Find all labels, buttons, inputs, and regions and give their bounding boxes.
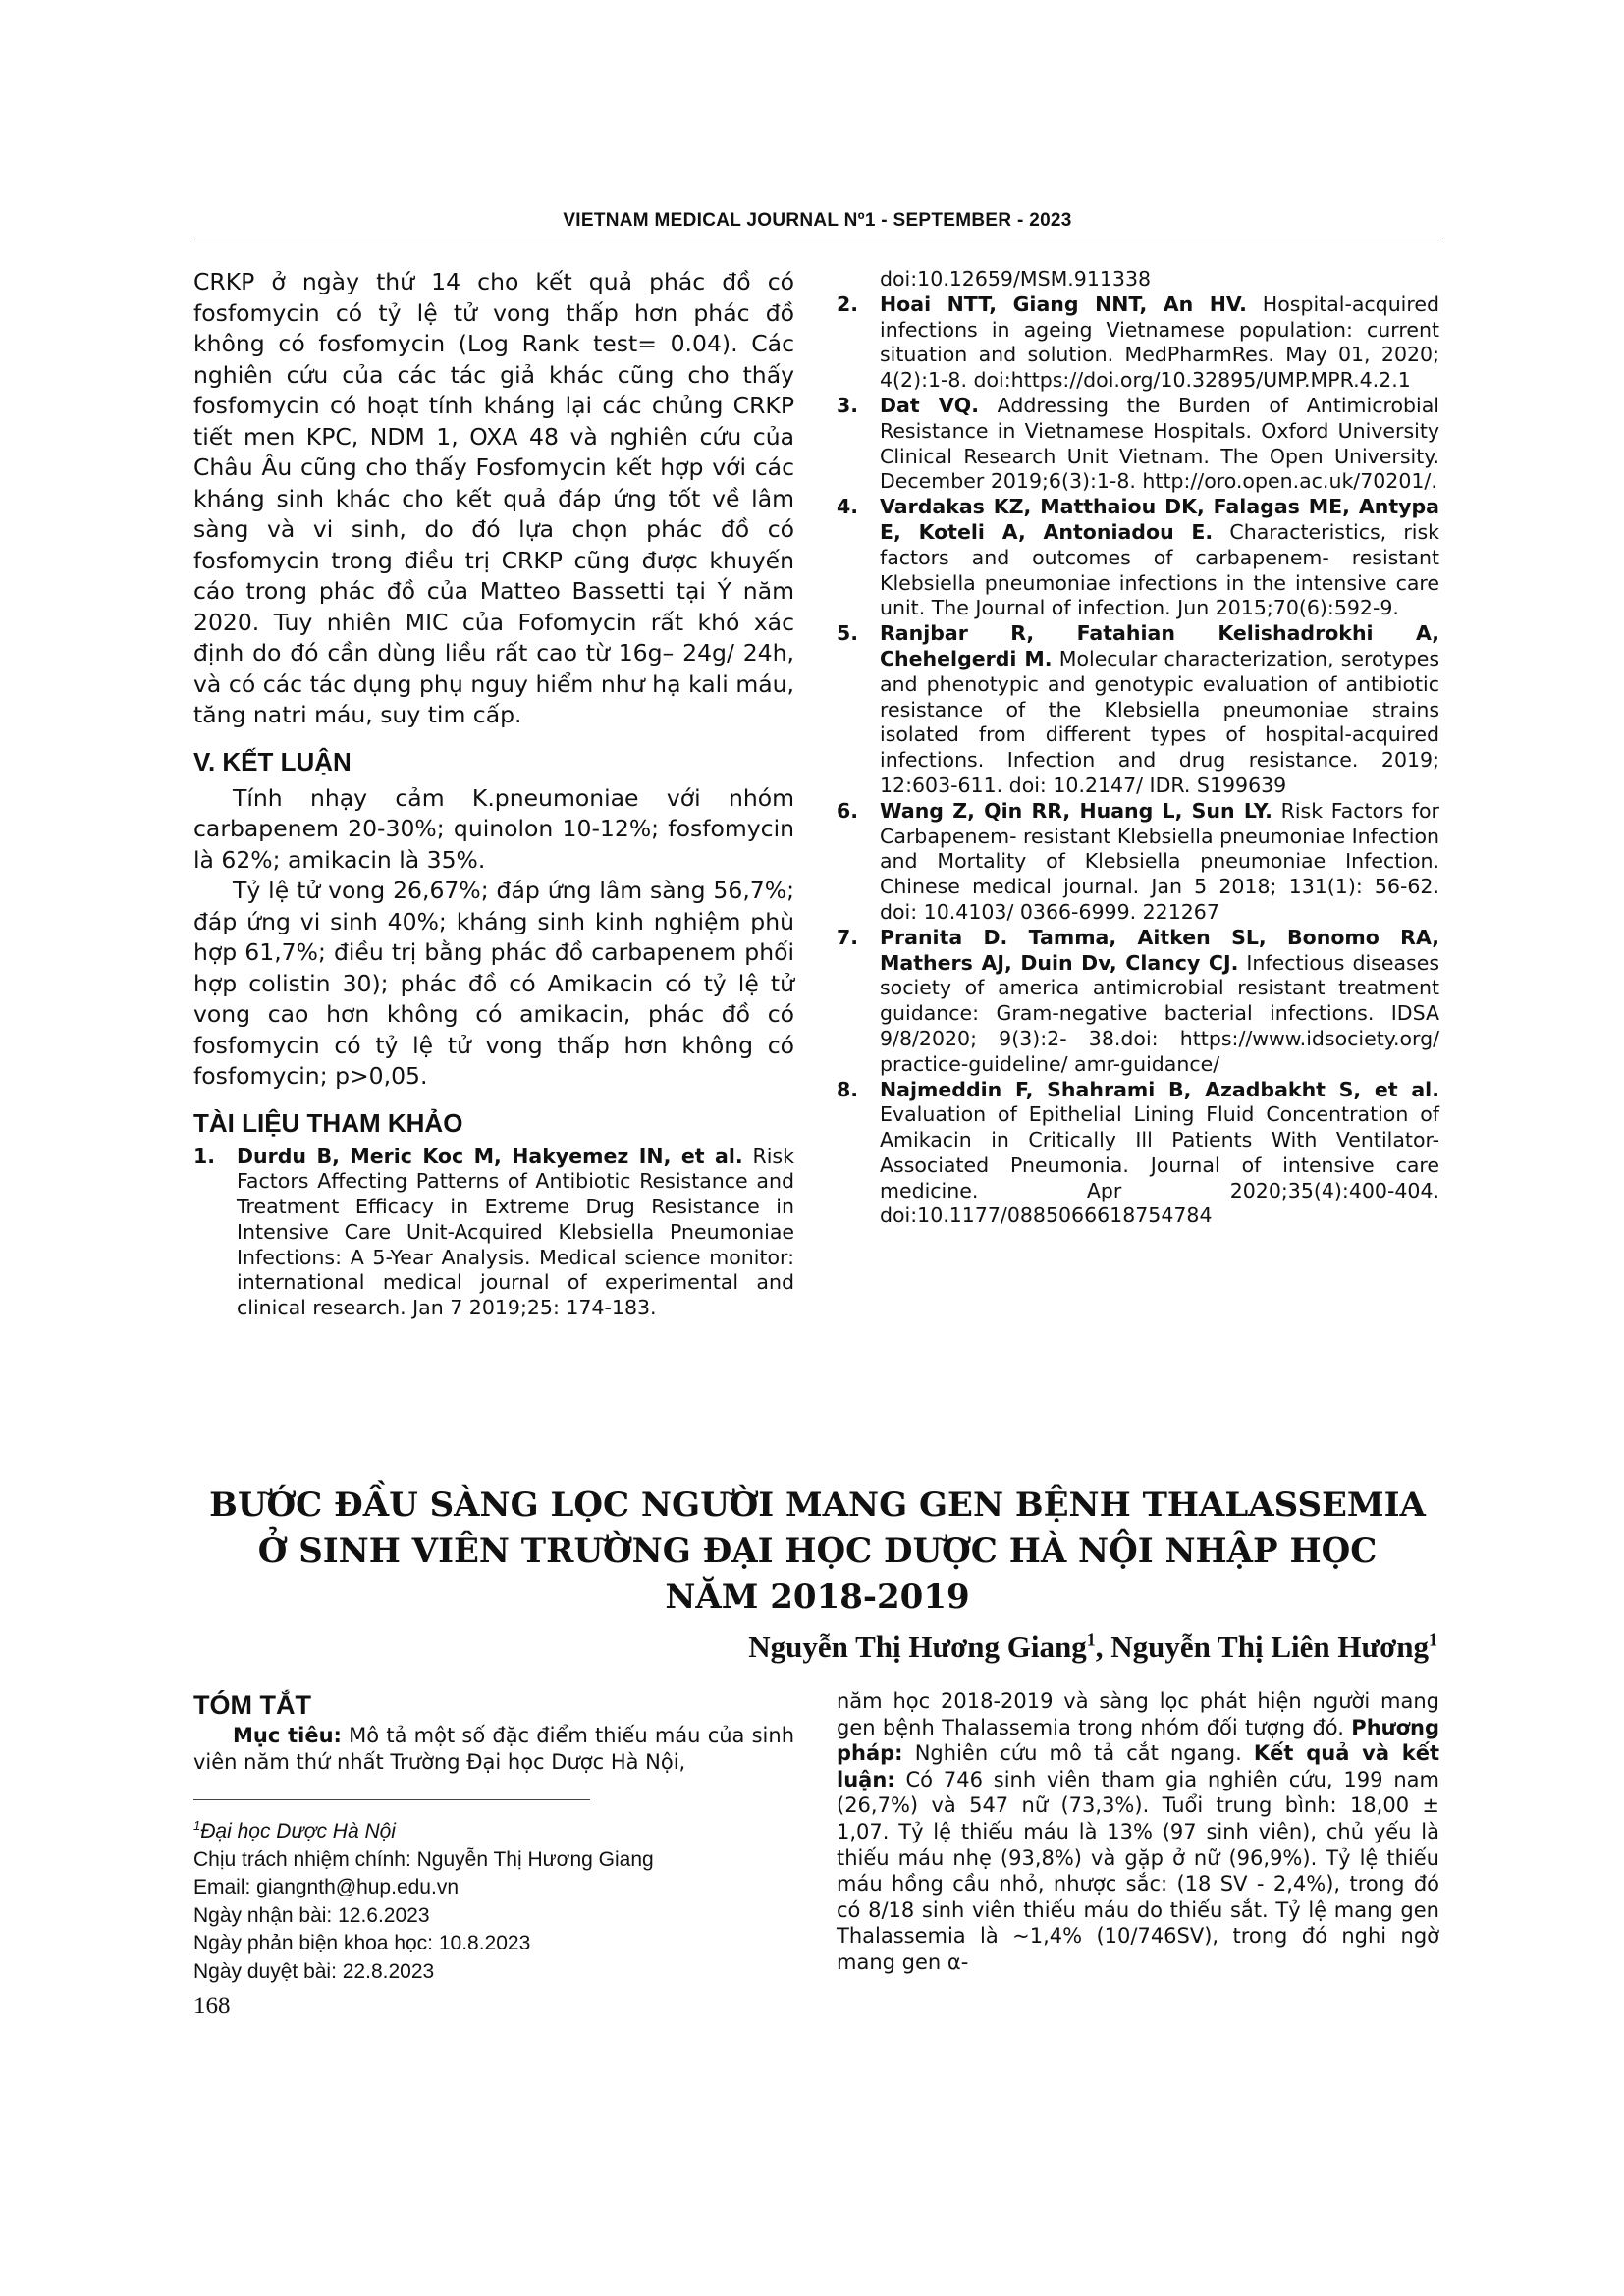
- conclusion-paragraph-1: Tính nhạy cảm K.pneumoniae với nhóm carbapenem 20-30%; quinolon 10-12%; fosfomycin là 62%; amikacin là 35%.: [193, 783, 794, 874]
- author-1-affiliation: 1: [1086, 1629, 1096, 1650]
- reference-item: [837, 926, 1439, 1078]
- affiliation: Đại học Dược Hà Nội: [200, 1820, 396, 1842]
- method-label: Phương pháp:: [837, 1715, 1439, 1766]
- affiliation-line: [193, 1812, 794, 1846]
- article-title-line-1: BƯỚC ĐẦU SÀNG LỌC NGƯỜI MANG GEN BỆNH THALASSEMIA: [209, 1485, 1426, 1524]
- reference-continuation: doi:10.12659/MSM.911338: [880, 267, 1152, 291]
- results-text: Có 746 sinh viên tham gia nghiên cứu, 199 nam (26,7%) và 547 nữ (73,3%). Tuổi trung bình: 18,00 ± 1,07. Tỷ lệ thiếu máu là 13% (97 sinh viên), chủ yếu là thiếu máu nhẹ (93,8%) và gặp ở nữ (96,9%). Tỷ lệ thiếu máu hồng cầu nhỏ, nhược sắc: (18 SV - 2,4%), trong đó có 8/18 sinh viên thiếu máu do thiếu sắt. Tỷ lệ mang gen Thalassemia là ~1,4% (10/746SV), trong đó nghi ngờ mang gen α-: [837, 1767, 1439, 1974]
- reference-authors: Durdu B, Meric Koc M, Hakyemez IN, et al.: [237, 1144, 743, 1168]
- left-column: [193, 267, 794, 1321]
- abstract-continuation: [837, 1688, 1439, 1976]
- reference-number: 6.: [837, 798, 859, 823]
- reference-body: [880, 621, 1439, 799]
- reference-text: Infectious diseases society of america antimicrobial resistant treatment guidance: Gram-negative bacterial infections. IDSA 9/8/2020; 9(3):2- 38.doi: https://www.idsociety.org/ practice-guideline/ amr-guidance/: [880, 950, 1439, 1076]
- conclusion-paragraph-2: Tỷ lệ tử vong 26,67%; đáp ứng lâm sàng 56,7%; đáp ứng vi sinh 40%; kháng sinh kinh nghiệm phù hợp 61,7%; điều trị bằng phác đồ carbapenem phối hợp colistin 30); phác đồ có Amikacin có tỷ lệ tử vong cao hơn không có amikacin, phác đồ có fosfomycin có tỷ lệ tử vong thấp hơn không có fosfomycin; p>0,05.: [193, 877, 794, 1090]
- reference-body: [880, 495, 1439, 621]
- footnote: [193, 1812, 794, 1986]
- reference-body: [880, 799, 1439, 926]
- reference-body: [880, 293, 1439, 394]
- reference-item: [837, 799, 1439, 926]
- reference-item: [193, 1145, 794, 1322]
- references-heading: TÀI LIỆU THAM KHẢO: [193, 1107, 463, 1138]
- reference-authors: Ranjbar R, Fatahian Kelishadrokhi A, Chehelgerdi M.: [880, 621, 1439, 670]
- abstract-cont-text: năm học 2018-2019 và sàng lọc phát hiện người mang gen bệnh Thalassemia trong nhóm đối tượng đó.: [837, 1689, 1439, 1739]
- reference-number: 5.: [837, 621, 859, 646]
- email-line: Email: giangnth@hup.edu.vn: [193, 1876, 459, 1898]
- received-date: Ngày nhận bài: 12.6.2023: [193, 1903, 430, 1927]
- results-label: Kết quả và kết luận:: [837, 1741, 1439, 1791]
- reference-body: [880, 926, 1439, 1078]
- article-authors: [748, 1629, 1437, 1665]
- footnote-rule: [193, 1799, 590, 1800]
- reference-body: [880, 394, 1439, 495]
- reference-item: [837, 621, 1439, 799]
- author-separator: ,: [1095, 1629, 1111, 1664]
- reference-text: Risk Factors Affecting Patterns of Antibiotic Resistance and Treatment Efficacy in Extreme Drug Resistance in Intensive Care Unit-Acquired Klebsiella Pneumoniae Infections: A 5-Year Analysis. Medical science monitor: international medical journal of experimental and clinical research. Jan 7 2019;25: 174-183.: [237, 1144, 794, 1320]
- reference-text: Risk Factors for Carbapenem- resistant Klebsiella pneumoniae Infection and Mortality of Klebsiella pneumoniae Infection. Chinese medical journal. Jan 5 2018; 131(1): 56-62. doi: 10.4103/ 0366-6999. 221267: [880, 798, 1439, 924]
- article-title-line-2: Ở SINH VIÊN TRƯỜNG ĐẠI HỌC DƯỢC HÀ NỘI NHẬP HỌC: [257, 1531, 1378, 1571]
- objective-label: Mục tiêu:: [233, 1724, 342, 1747]
- responsible-author: Chịu trách nhiệm chính: Nguyễn Thị Hương Giang: [193, 1847, 654, 1871]
- reference-authors: Dat VQ.: [880, 393, 980, 417]
- reference-text: Evaluation of Epithelial Lining Fluid Concentration of Amikacin in Critically Ill Patients With Ventilator-Associated Pneumonia. Journal of intensive care medicine. Apr 2020;35(4):400-404. doi:10.1177/0885066618754784: [880, 1102, 1439, 1228]
- reference-list-left: [193, 1145, 794, 1322]
- review-date: Ngày phản biện khoa học: 10.8.2023: [193, 1932, 531, 1954]
- reference-number: 7.: [837, 925, 859, 949]
- reference-authors: Hoai NTT, Giang NNT, An HV.: [880, 292, 1247, 316]
- discussion-paragraph: CRKP ở ngày thứ 14 cho kết quả phác đồ có fosfomycin có tỷ lệ tử vong thấp hơn phác đồ không có fosfomycin (Log Rank test= 0.04). Các nghiên cứu của các tác giả khác cũng cho thấy fosfomycin có hoạt tính kháng lại các chủng CRKP tiết men KPC, NDM 1, OXA 48 và nghiên cứu của Châu Âu cũng cho thấy Fosfomycin kết hợp với các kháng sinh khác cho kết quả đáp ứng tốt về lâm sàng và vi sinh, do đó lựa chọn phác đồ có fosfomycin trong điều trị CRKP cũng được khuyến cáo trong phác đồ của Matteo Bassetti tại Ý năm 2020. Tuy nhiên MIC của Fofomycin rất khó xác định do đó cần dùng liều rất cao từ 16g– 24g/ 24h, và có các tác dụng phụ nguy hiểm như hạ kali máu, tăng natri máu, suy tim cấp.: [193, 268, 794, 728]
- reference-authors: Najmeddin F, Shahrami B, Azadbakht S, et al.: [880, 1077, 1439, 1101]
- reference-number: 4.: [837, 495, 859, 519]
- reference-authors: Pranita D. Tamma, Aitken SL, Bonomo RA, Mathers AJ, Duin Dv, Clancy CJ.: [880, 925, 1439, 975]
- page-number: 168: [193, 1993, 231, 2019]
- reference-text: Addressing the Burden of Antimicrobial Resistance in Vietnamese Hospitals. Oxford University Clinical Research Unit Vietnam. The Open University. December 2019;6(3):1-8. http://oro.open.ac.uk/70201/.: [880, 393, 1439, 494]
- reference-text: Characteristics, risk factors and outcomes of carbapenem- resistant Klebsiella pneumoniae infections in the intensive care unit. The Journal of infection. Jun 2015;70(6):592-9.: [880, 519, 1439, 620]
- approval-date: Ngày duyệt bài: 22.8.2023: [193, 1959, 435, 1983]
- author-2-affiliation: 1: [1429, 1629, 1437, 1650]
- right-column: [837, 267, 1439, 1229]
- reference-item: [837, 1078, 1439, 1230]
- reference-text: Molecular characterization, serotypes and phenotypic and genotypic evaluation of antibiotic resistance of the Klebsiella pneumoniae strains isolated from different types of hospital-acquired infections. Infection and drug resistance. 2019; 12:603-611. doi: 10.2147/ IDR. S199639: [880, 646, 1439, 797]
- affiliation-sup: 1: [193, 1818, 201, 1833]
- author-1: Nguyễn Thị Hương Giang: [748, 1629, 1087, 1664]
- reference-list-right: [837, 293, 1439, 1229]
- article-title-line-3: NĂM 2018-2019: [665, 1577, 970, 1617]
- reference-item: [837, 495, 1439, 621]
- article-title: [191, 1482, 1443, 1621]
- reference-item: [837, 394, 1439, 495]
- reference-authors: Wang Z, Qin RR, Huang L, Sun LY.: [880, 798, 1272, 823]
- method-text: Nghiên cứu mô tả cắt ngang.: [902, 1741, 1254, 1766]
- journal-header: VIETNAM MEDICAL JOURNAL Nº1 - SEPTEMBER - 2023: [563, 210, 1072, 231]
- reference-item: [837, 293, 1439, 394]
- reference-number: 2.: [837, 292, 859, 316]
- abstract-left: [193, 1690, 794, 1775]
- reference-number: 3.: [837, 393, 859, 417]
- reference-body: [880, 1078, 1439, 1230]
- reference-body: [237, 1145, 794, 1322]
- reference-number: 1.: [193, 1144, 216, 1168]
- reference-authors: Vardakas KZ, Matthaiou DK, Falagas ME, Antypa E, Koteli A, Antoniadou E.: [880, 495, 1439, 544]
- reference-number: 8.: [837, 1077, 859, 1101]
- objective-text: Mô tả một số đặc điểm thiếu máu của sinh viên năm thứ nhất Trường Đại học Dược Hà Nội,: [193, 1724, 795, 1774]
- abstract-heading: TÓM TẮT: [193, 1690, 311, 1720]
- abstract-objective: [193, 1723, 794, 1775]
- reference-text: Hospital-acquired infections in ageing Vietnamese population: current situation and solution. MedPharmRes. May 01, 2020; 4(2):1-8. doi:https://doi.org/10.32895/UMP.MPR.4.2.1: [880, 292, 1439, 393]
- author-2: Nguyễn Thị Liên Hương: [1110, 1629, 1429, 1664]
- conclusion-heading: V. KẾT LUẬN: [193, 746, 352, 776]
- abstract-right: [837, 1688, 1439, 1976]
